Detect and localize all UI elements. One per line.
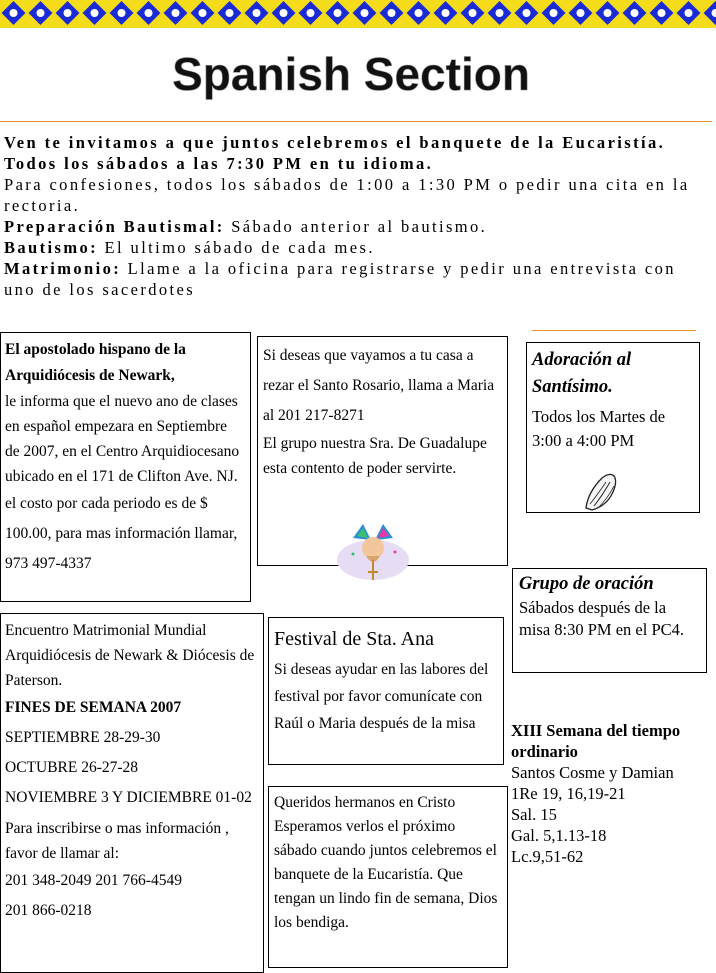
intro-bautismal [4,216,709,237]
border-dot [172,9,180,17]
border-dot [64,9,72,17]
encuentro-box [0,613,264,973]
intro-bautismo [4,237,709,258]
apostolado-text2: el costo por cada periodo es de $ 100.00, para mas información llamar, 973 497-4337 [5,489,244,579]
encuentro-phones-2: 201 866-0218 [5,896,257,926]
border-dot [631,9,639,17]
border-dot [280,9,288,17]
border-dot [658,9,666,17]
semana-section [511,720,711,867]
encuentro-date-1: SEPTIEMBRE 28-29-30 [5,723,257,753]
intro-matrimonio [4,258,709,300]
divider-right [532,330,696,331]
border-dot [604,9,612,17]
semana-line-5: Lc.9,51-62 [511,846,711,867]
apostolado-title: El apostolado hispano de la Arquidiócesis de Newark, [5,337,244,389]
encuentro-date-3: NOVIEMBRE 3 Y DICIEMBRE 01-02 [5,783,257,813]
border-dot [415,9,423,17]
border-dot [226,9,234,17]
bautismo-label: Bautismo: [4,238,98,257]
border-dot [199,9,207,17]
intro-confesiones: Para confesiones, todos los sábados de 1:00 a 1:30 PM o pedir una cita en la rectoria. [4,174,709,216]
border-dot [550,9,558,17]
queridos-box [268,786,508,968]
adoracion-text: Todos los Martes de 3:00 a 4:00 PM [532,405,693,453]
bautismo-text: El ultimo sábado de cada mes. [98,238,375,257]
encuentro-intro: Encuentro Matrimonial Mundial Arquidiócesis de Newark & Diócesis de Paterson. [5,618,257,693]
oracion-title: Grupo de oración [519,571,701,597]
bautismal-text: Sábado anterior al bautismo. [225,217,488,236]
apostolado-text1: le informa que el nuevo ano de clases en español empezara en Septiembre de 2007, en el Centro Arquidiocesano ubicado en el 171 de Clifton Ave. NJ. [5,389,244,489]
oracion-text: Sábados después de la misa 8:30 PM en el PC4. [519,597,701,641]
semana-line-1: Santos Cosme y Damian [511,762,711,783]
border-dot [118,9,126,17]
matrimonio-label: Matrimonio: [4,259,121,278]
border-dot [442,9,450,17]
queridos-text: Queridos hermanos en Cristo Esperamos verlos el próximo sábado cuando juntos celebremos el banquete de la Eucaristía. Que tengan un lindo fin de semana, Dios los bendiga. [274,791,501,935]
border-dot [307,9,315,17]
semana-line-2: 1Re 19, 16,19-21 [511,783,711,804]
encuentro-date-2: OCTUBRE 26-27-28 [5,753,257,783]
rosario-text1: Si deseas que vayamos a tu casa a rezar el Santo Rosario, llama a Maria al 201 217-8271 [263,341,501,431]
semana-line-4: Gal. 5,1.13-18 [511,825,711,846]
adoracion-title: Adoración al Santísimo. [532,347,693,401]
oracion-box [512,568,707,673]
encuentro-phones-1: 201 348-2049 201 766-4549 [5,866,257,896]
border-dot [577,9,585,17]
encuentro-info: Para inscribirse o mas información , favor de llamar al: [5,816,257,866]
divider-top [0,121,712,122]
border-dot [145,9,153,17]
border-dot [91,9,99,17]
border-dot [469,9,477,17]
festival-title: Festival de Sta. Ana [274,622,497,656]
festival-box [268,617,504,765]
border-dot [685,9,693,17]
border-dot [253,9,261,17]
rosario-text2: El grupo nuestra Sra. De Guadalupe esta contento de poder servirte. [263,431,501,481]
intro-section [4,132,709,300]
page-title-text: Spanish Section [172,48,530,100]
semana-title: XIII Semana del tiempo ordinario [511,720,711,762]
semana-line-3: Sal. 15 [511,804,711,825]
border-dot [10,9,18,17]
praying-figure-icon [333,518,413,586]
decorative-border [0,0,716,28]
bautismal-label: Preparación Bautismal: [4,217,225,236]
matrimonio-text: Llame a la oficina para registrarse y pedir una entrevista con uno de los sacerdotes [4,259,676,299]
praying-hands-icon [580,470,630,512]
border-dot [37,9,45,17]
border-dot [388,9,396,17]
intro-invitation: Ven te invitamos a que juntos celebremos el banquete de la Eucaristía. Todos los sábados a las 7:30 PM en tu idioma. [4,132,709,174]
border-dot [523,9,531,17]
festival-text: Si deseas ayudar en las labores del festival por favor comunícate con Raúl o Maria después de la misa [274,656,497,737]
border-dot [496,9,504,17]
border-dot [361,9,369,17]
border-dot [334,9,342,17]
encuentro-heading: FINES DE SEMANA 2007 [5,693,257,723]
apostolado-box [0,332,251,602]
page-title [220,38,482,108]
